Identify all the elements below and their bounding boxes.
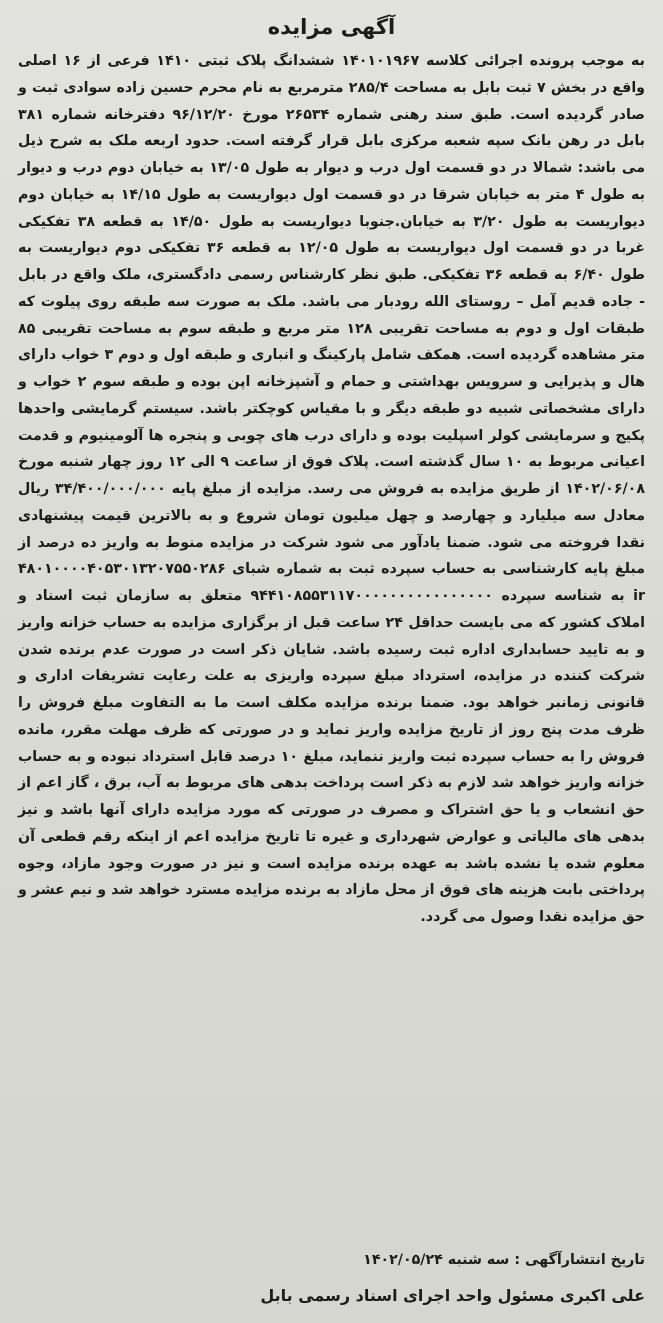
notice-body	[18, 48, 645, 931]
publish-date: تاریخ انتشارآگهی : سه شنبه ۱۴۰۲/۰۵/۲۴	[363, 1252, 645, 1268]
notice-title: آگهی مزایده	[267, 15, 396, 39]
signature-line: علی اکبری مسئول واحد اجرای اسناد رسمی بابل	[260, 1286, 645, 1305]
notice-body-paragraph: به موجب پرونده اجرائی کلاسه ۱۴۰۱۰۱۹۶۷ ششدانگ پلاک ثبتی ۱۴۱۰ فرعی از ۱۶ اصلی واقع در بخش ۷ ثبت بابل به مساحت ۲۸۵/۴ مترمربع به نام محرم حسین زاده سوادی ثبت و صادر گردیده است. طبق سند رهنی شماره ۲۶۵۳۴ مورخ ۹۶/۱۲/۲۰ دفترخانه شماره ۳۸۱ بابل در رهن بانک سپه شعبه مرکزی بابل قرار گرفته است. حدود اربعه ملک به شرح ذیل می باشد: شمالا در دو قسمت اول درب و دیوار به طول ۱۳/۰۵ به خیابان دوم درب و دیوار به طول ۴ متر به خیابان شرقا در دو قسمت اول دیواریست به طول ۱۴/۱۵ به خیابان دوم دیواریست به طول ۳/۲۰ به خیابان.جنوبا دیواریست به طول ۱۴/۵۰ به قطعه ۳۸ تفکیکی غربا در دو قسمت اول دیواریست به طول ۱۲/۰۵ به قطعه ۳۶ تفکیکی دوم دیواریست به طول ۶/۴۰ به قطعه ۳۶ تفکیکی. طبق نظر کارشناس رسمی دادگستری، ملک واقع در بابل - جاده قدیم آمل – روستای الله رودبار می باشد. ملک به صورت سه طبقه روی پیلوت که طبقات اول و دوم به مساحت تقریبی ۱۲۸ متر مربع و طبقه سوم به مساحت تقریبی ۸۵ متر مشاهده گردیده است. همکف شامل پارکینگ و انباری و طبقه اول و دوم ۳ خواب دارای هال و پذیرایی و سرویس بهداشتی و حمام و آشپزخانه اپن بوده و طبقه سوم ۲ خواب و دارای مشخصاتی شبیه دو طبقه دیگر و با مقیاس کوچکتر باشد. سیستم گرمایشی واحدها پکیج و سرمایشی کولر اسپلیت بوده و دارای درب های چوبی و پنجره ها آلومینیوم و قدمت اعیانی مربوط به ۱۰ سال گذشته است. پلاک فوق از ساعت ۹ الی ۱۲ روز چهار شنبه مورخ ۱۴۰۲/۰۶/۰۸ از طریق مزایده به فروش می رسد. مزایده از مبلغ پایه ۳۴/۴۰۰/۰۰۰/۰۰۰ ریال معادل سه میلیارد و چهارصد و چهل میلیون تومان شروع و به بالاترین قیمت پیشنهادی نقدا فروخته می شود. ضمنا یادآور می شود شرکت در مزایده منوط به واریز ده درصد از مبلغ پایه کارشناسی به حساب سپرده ثبت به شماره شبای ۴۸۰۱۰۰۰۰۴۰۵۳۰۱۳۲۰۷۵۵۰۲۸۶ ir به شناسه سپرده ۹۴۴۱۰۸۵۵۳۱۱۷۰۰۰۰۰۰۰۰۰۰۰۰۰۰۰۰ متعلق به سازمان ثبت اسناد و املاک کشور که می بایست حداقل ۲۴ ساعت قبل از برگزاری مزایده به حساب خزانه واریز و به تایید حسابداری اداره ثبت رسیده باشد. شایان ذکر است در صورت عدم برنده شدن شرکت کننده در مزایده، استرداد مبلغ سپرده واریزی به علت رعایت تشریفات اداری و قانونی زمانبر خواهد بود. ضمنا برنده مزایده مکلف است ما به التفاوت مبلغ فروش را ظرف مدت پنج روز از تاریخ مزایده واریز نماید و در صورتی که ظرف مهلت مقرر، مانده فروش را به حساب سپرده ثبت واریز ننماید، مبلغ ۱۰ درصد قابل استرداد نبوده و به حساب خزانه واریز خواهد شد لازم به ذکر است پرداخت بدهی های مربوط به آب، برق ، گاز اعم از حق انشعاب و یا حق اشتراک و مصرف در صورتی که مورد مزایده دارای آنها باشد و نیز بدهی های مالیاتی و عوارض شهرداری و غیره تا تاریخ مزایده اعم از اینکه رقم قطعی آن معلوم شده یا نشده باشد به عهده برنده مزایده است و نیز در صورت وجود مازاد، وجوه پرداختی بابت هزینه های فوق از محل مازاد به برنده مزایده مسترد خواهد شد و نیم عشر و حق مزایده نقدا وصول می گردد.	[18, 53, 646, 925]
